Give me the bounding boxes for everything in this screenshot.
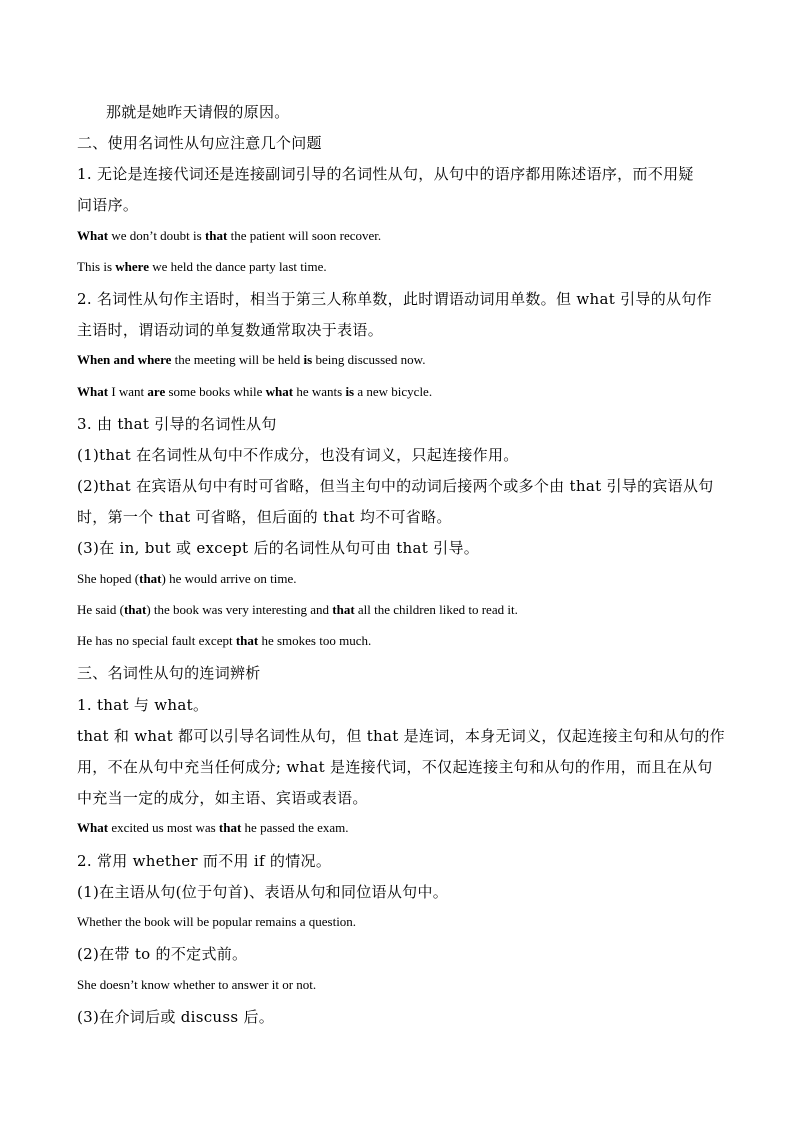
subheading: 2. 常用 whether 而不用 if 的情况。 <box>77 852 332 870</box>
subheading: 1. that 与 what。 <box>77 696 209 714</box>
paragraph-line: (2)在带 to 的不定式前。 <box>77 945 248 963</box>
example-sentence: He said (that) the book was very interesting and that all the children liked to read it. <box>77 602 518 617</box>
subheading: 3. 由 that 引导的名词性从句 <box>77 415 277 433</box>
paragraph-line: 问语序。 <box>77 196 139 214</box>
paragraph-line: 用，不在从句中充当任何成分; what 是连接代词，不仅起连接主句和从句的作用，而且在从句 <box>77 758 713 776</box>
example-sentence: This is where we held the dance party last time. <box>77 259 327 274</box>
section-heading: 二、使用名词性从句应注意几个问题 <box>77 134 322 152</box>
paragraph-line: 2. 名词性从句作主语时，相当于第三人称单数，此时谓语动词用单数。但 what 引导的从句作 <box>77 290 712 308</box>
example-sentence: When and where the meeting will be held is being discussed now. <box>77 352 426 367</box>
example-sentence: He has no special fault except that he smokes too much. <box>77 633 372 648</box>
section-heading: 三、名词性从句的连词辨析 <box>77 664 261 682</box>
paragraph-line: 时，第一个 that 可省略，但后面的 that 均不可省略。 <box>77 508 452 526</box>
paragraph-line: (3)在 in, but 或 except 后的名词性从句可由 that 引导。 <box>77 539 480 557</box>
paragraph-line: 1. 无论是连接代词还是连接副词引导的名词性从句，从句中的语序都用陈述语序，而不用疑 <box>77 165 694 183</box>
example-sentence: She doesn’t know whether to answer it or not. <box>77 977 317 992</box>
paragraph-line: 中充当一定的成分，如主语、宾语或表语。 <box>77 789 368 807</box>
paragraph-line: (1)that 在名词性从句中不作成分，也没有词义，只起连接作用。 <box>77 446 519 464</box>
example-sentence: What I want are some books while what he wants is a new bicycle. <box>77 384 433 399</box>
paragraph-line: 主语时，谓语动词的单复数通常取决于表语。 <box>77 321 384 339</box>
paragraph-line: (2)that 在宾语从句中有时可省略，但当主句中的动词后接两个或多个由 that 引导的宾语从句 <box>77 477 714 495</box>
paragraph-line: (1)在主语从句(位于句首)、表语从句和同位语从句中。 <box>77 883 449 901</box>
example-sentence: What excited us most was that he passed the exam. <box>77 820 349 835</box>
example-sentence: What we don’t doubt is that the patient will soon recover. <box>77 228 382 243</box>
paragraph-line: 那就是她昨天请假的原因。 <box>106 103 290 121</box>
example-sentence: She hoped (that) he would arrive on time. <box>77 571 297 586</box>
paragraph-line: that 和 what 都可以引导名词性从句，但 that 是连词，本身无词义，仅起连接主句和从句的作 <box>77 727 725 745</box>
example-sentence: Whether the book will be popular remains a question. <box>77 914 357 929</box>
paragraph-line: (3)在介词后或 discuss 后。 <box>77 1008 275 1026</box>
